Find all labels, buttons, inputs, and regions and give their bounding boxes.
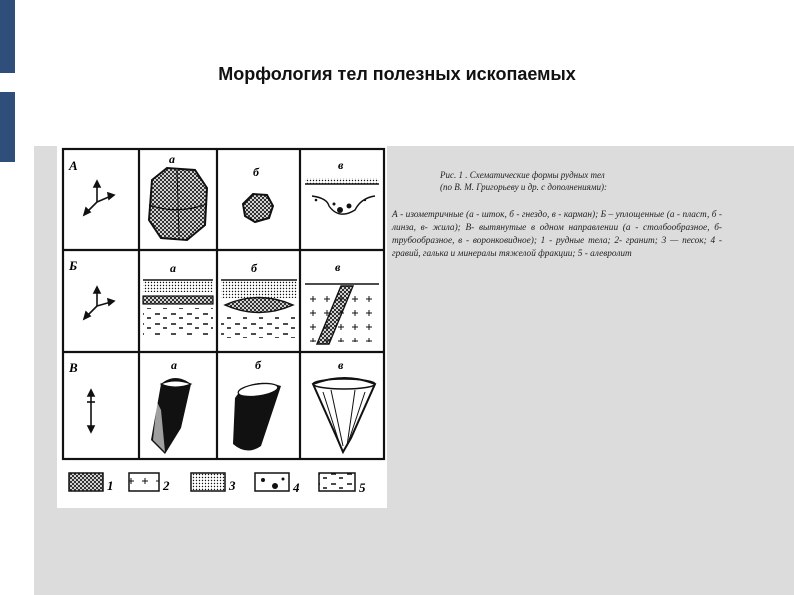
legend-granite-swatch (129, 473, 159, 491)
layer-shape (143, 280, 213, 336)
accent-bar-middle (0, 92, 15, 162)
slide-title: Морфология тел полезных ископаемых (218, 64, 576, 84)
axis-vertical-icon-row3 (87, 390, 95, 432)
legend-sand-swatch (191, 473, 225, 491)
legend-siltstone-swatch (319, 473, 355, 491)
legend (69, 473, 366, 495)
figure-caption-line2: (по В. М. Григорьеву и др. с дополнениями): (440, 182, 608, 192)
col-label-b-row3: б (255, 358, 261, 372)
figure-drawing (57, 140, 387, 508)
funnel-shape (313, 378, 375, 452)
axes-3d-icon-row2 (84, 287, 114, 319)
row-label-a: А (69, 158, 78, 173)
figure-description: А - изометричные (а - шток, б - гнездо, в - карман); Б – уплощенные (а - пласт, б - линза, в- жила); В- вытянутые в одном направлении (а - столбообразное, б-трубообразное, в - воронковидное); 1 - рудные тела; 2- гранит; 3 — песок; 4 - гравий, галька и минералы тяжелой фракции; 5 - алевролит (392, 210, 722, 259)
vein-shape (305, 284, 379, 344)
pipe-shape (233, 381, 281, 450)
legend-num-2: 2 (163, 478, 170, 493)
col-label-a-row3: а (171, 358, 177, 372)
figure-caption-line1: Рис. 1 . Схематические формы рудных тел (440, 170, 605, 180)
legend-num-3: 3 (229, 478, 236, 493)
axes-3d-icon-row1 (84, 181, 114, 215)
col-label-a-row2: а (170, 261, 176, 275)
col-label-v-row3: в (338, 358, 344, 372)
columnar-shape (151, 378, 191, 454)
accent-bar-top (0, 0, 15, 73)
col-label-a-row1: а (169, 152, 175, 166)
legend-num-1: 1 (107, 478, 114, 493)
row-label-v: В (69, 360, 78, 375)
stock-shape (149, 168, 207, 240)
col-label-b-row2: б (251, 261, 257, 275)
pocket-shape (305, 178, 379, 214)
legend-gravel-swatch (255, 473, 289, 491)
morphology-figure (57, 140, 387, 508)
legend-ore-swatch (69, 473, 103, 491)
col-label-b-row1: б (253, 165, 259, 179)
col-label-v-row1: в (338, 158, 344, 172)
legend-num-4: 4 (293, 480, 300, 495)
legend-num-5: 5 (359, 480, 366, 495)
col-label-v-row2: в (335, 260, 341, 274)
nest-shape (243, 194, 273, 222)
row-label-b: Б (69, 258, 78, 273)
lens-shape (221, 280, 297, 338)
